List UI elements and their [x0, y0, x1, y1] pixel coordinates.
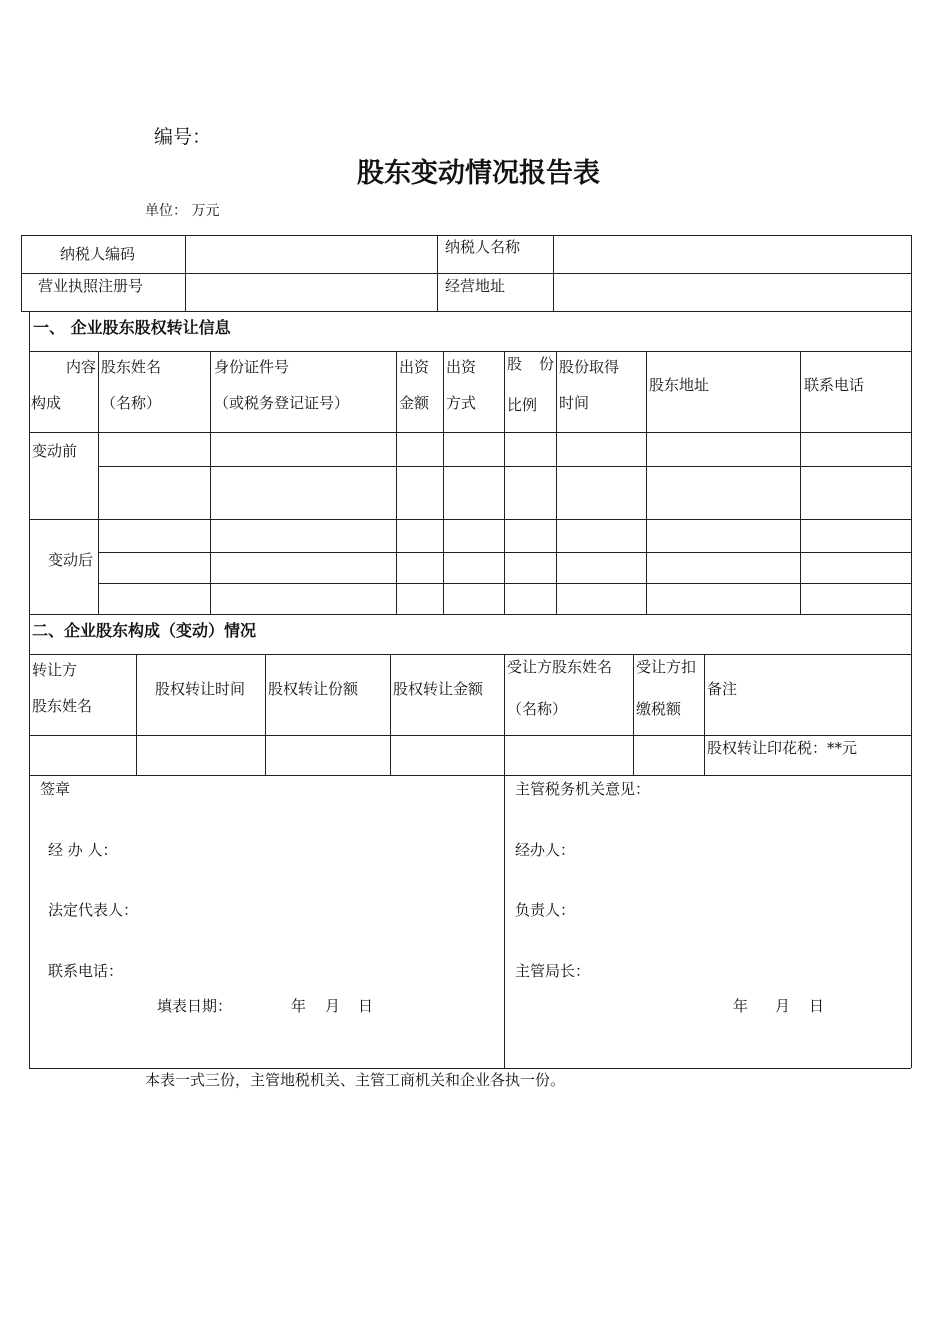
- col-id-number-header: 身份证件号: [214, 358, 290, 376]
- col-share-ratio-header-2: 比例: [507, 396, 538, 414]
- unit-label: 单位： 万元: [145, 203, 220, 219]
- col-transferor-header: 转让方: [32, 661, 78, 679]
- col-shareholder-name-header: 股东姓名: [101, 358, 162, 376]
- row-after-change: 变动后: [48, 551, 94, 569]
- col-acquire-time-header-2: 时间: [559, 394, 590, 412]
- col-capital-amount-header-2: 金额: [399, 394, 430, 412]
- col-withholding-tax-header-2: 缴税额: [636, 700, 682, 718]
- col-shareholder-name-header-2: （名称）: [101, 394, 162, 412]
- section2-title: 二、企业股东构成（变动）情况: [32, 621, 257, 640]
- taxpayer-name-label: 纳税人名称: [445, 238, 521, 256]
- responsible-person-label: 负责人：: [515, 901, 576, 919]
- page-title: 股东变动情况报告表: [357, 158, 600, 189]
- tax-authority-opinion-label: 主管税务机关意见：: [515, 780, 651, 798]
- fill-date-month: 月: [325, 997, 341, 1015]
- tax-handler-label: 经办人：: [515, 841, 576, 859]
- signature-stamp-label: 签章: [40, 780, 71, 798]
- col-phone-header: 联系电话: [804, 376, 865, 394]
- col-capital-method-header: 出资: [446, 358, 477, 376]
- section1-title: 一、 企业股东股权转让信息: [33, 318, 231, 337]
- business-address-label: 经营地址: [445, 277, 506, 295]
- col-transfer-amount-header: 股权转让金额: [393, 680, 484, 698]
- col-withholding-tax-header: 受让方扣: [636, 658, 697, 676]
- col-transferee-header: 受让方股东姓名: [507, 658, 613, 676]
- col-share-ratio-header-a: 股: [507, 355, 523, 373]
- col-transferee-header-2: （名称）: [507, 700, 568, 718]
- col-transfer-share-header: 股权转让份额: [268, 680, 359, 698]
- fill-date-label: 填表日期：: [157, 997, 233, 1015]
- approval-date-year: 年: [733, 997, 749, 1015]
- serial-number-label: 编号：: [154, 126, 212, 148]
- col-acquire-time-header: 股份取得: [559, 358, 620, 376]
- footer-note: 本表一式三份，主管地税机关、主管工商机关和企业各执一份。: [145, 1071, 566, 1089]
- col-content-header: 内容: [66, 358, 97, 376]
- business-license-label: 营业执照注册号: [38, 277, 144, 295]
- col-transfer-time-header: 股权转让时间: [155, 680, 246, 698]
- row-before-change: 变动前: [32, 442, 78, 460]
- contact-phone-label: 联系电话：: [48, 962, 124, 980]
- col-note-header: 备注: [707, 680, 738, 698]
- taxpayer-code-label: 纳税人编码: [60, 245, 136, 263]
- col-capital-amount-header: 出资: [399, 358, 430, 376]
- approval-date-month: 月: [775, 997, 791, 1015]
- col-capital-method-header-2: 方式: [446, 394, 477, 412]
- col-content-header-2: 构成: [31, 394, 62, 412]
- col-share-ratio-header-b: 份: [539, 355, 555, 373]
- stamp-tax-note: 股权转让印花税：**元: [707, 739, 858, 757]
- col-id-number-header-2: （或税务登记证号）: [214, 394, 350, 412]
- fill-date-year: 年: [291, 997, 307, 1015]
- col-shareholder-address-header: 股东地址: [649, 376, 710, 394]
- approval-date-day: 日: [809, 997, 825, 1015]
- col-transferor-header-2: 股东姓名: [32, 697, 93, 715]
- handler-label: 经 办 人：: [48, 841, 118, 859]
- fill-date-day: 日: [358, 997, 374, 1015]
- director-label: 主管局长：: [515, 962, 591, 980]
- legal-representative-label: 法定代表人：: [48, 901, 139, 919]
